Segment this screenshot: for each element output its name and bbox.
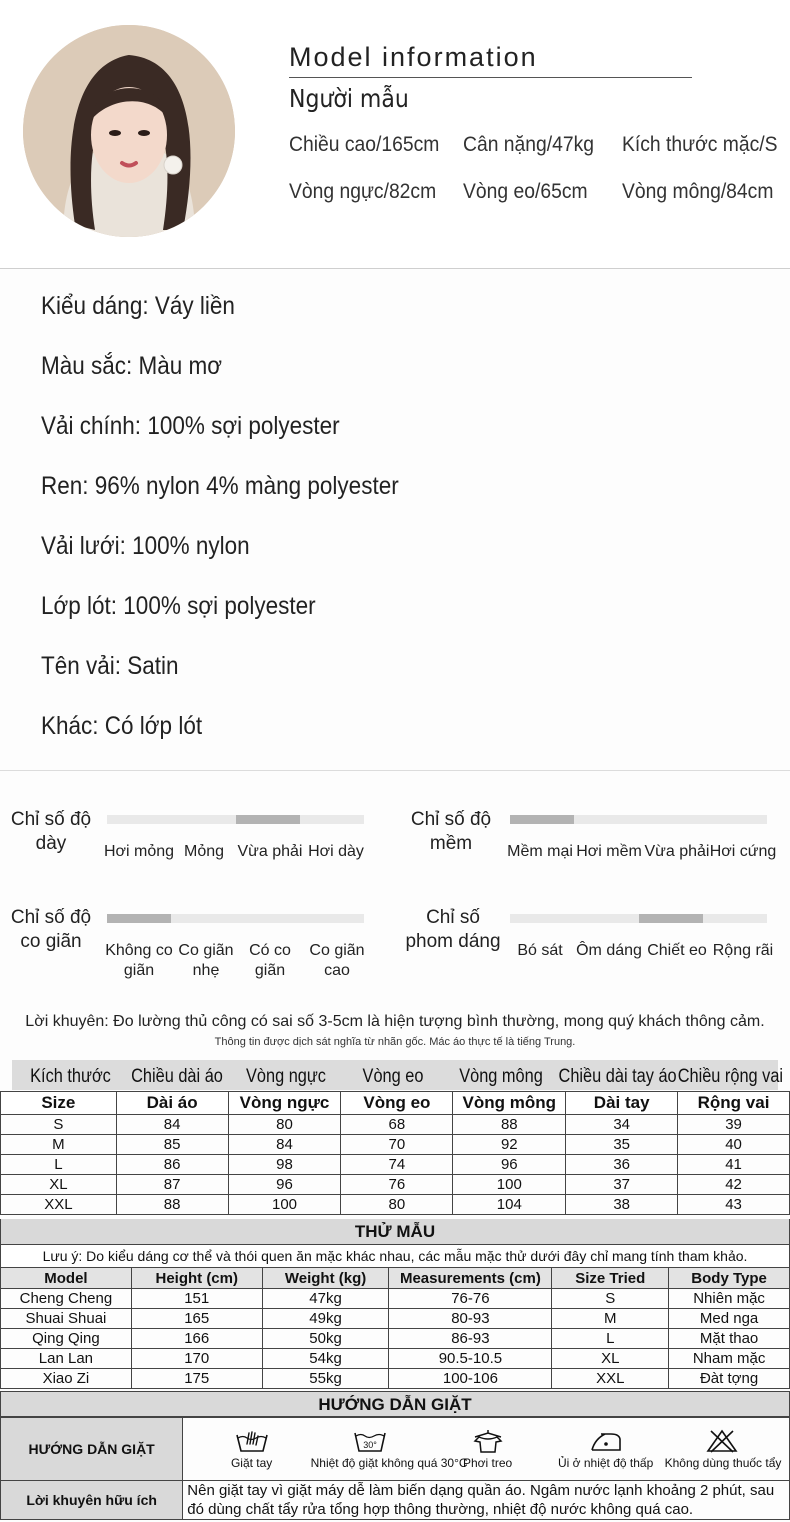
advice-row-label: Lời khuyên hữu ích xyxy=(1,1481,183,1520)
tryon-col-header: Height (cm) xyxy=(131,1268,262,1289)
table-cell: L xyxy=(1,1155,117,1175)
size-header-vi: Chiều dài tay áo xyxy=(558,1066,677,1087)
table-cell: 165 xyxy=(131,1309,262,1329)
table-cell: 38 xyxy=(566,1195,678,1215)
care-label: Không dùng thuốc tẩy xyxy=(664,1455,782,1470)
table-cell: 175 xyxy=(131,1369,262,1389)
table-cell: 47kg xyxy=(262,1289,389,1309)
table-row xyxy=(1,1115,790,1135)
model-info-section xyxy=(0,0,790,269)
wash-icons-row xyxy=(1,1418,790,1481)
material-line-lace: Ren: 96% nylon 4% màng polyester xyxy=(41,472,399,500)
advice-row xyxy=(1,1481,790,1520)
table-cell: 104 xyxy=(453,1195,566,1215)
washing-advice-text: Nên giặt tay vì giặt máy dễ làm biến dạng quần áo. Ngâm nước lạnh khoảng 2 phút, sau đó dùng chất tẩy rửa tổng hợp thông thường, nhiệt độ nước không quá cao. xyxy=(183,1481,790,1520)
table-cell: 54kg xyxy=(262,1349,389,1369)
elasticity-bar-fill xyxy=(107,914,171,923)
thickness-option: Hơi mỏng xyxy=(104,843,175,860)
table-cell: 50kg xyxy=(262,1329,389,1349)
table-cell: 80-93 xyxy=(389,1309,552,1329)
table-cell: 41 xyxy=(678,1155,790,1175)
care-label: Nhiệt độ giặt không quá 30°C xyxy=(310,1455,468,1470)
thickness-bar xyxy=(107,815,364,824)
elasticity-bar xyxy=(107,914,364,923)
fit-bar-fill xyxy=(639,914,703,923)
table-cell: 166 xyxy=(131,1329,262,1349)
model-bust: Vòng ngực/82cm xyxy=(289,180,437,203)
table-cell: 84 xyxy=(228,1135,341,1155)
table-cell: 76-76 xyxy=(389,1289,552,1309)
table-cell: XL xyxy=(552,1349,669,1369)
table-cell: Xiao Zi xyxy=(1,1369,132,1389)
wash-temp-text: 30° xyxy=(362,1439,377,1450)
model-portrait-image xyxy=(23,25,235,237)
size-header-vi: Vòng ngực xyxy=(245,1066,326,1087)
material-line-mesh: Vải lưới: 100% nylon xyxy=(41,532,250,560)
table-cell: XL xyxy=(1,1175,117,1195)
softness-bar-fill xyxy=(510,815,574,824)
tryon-col-header: Weight (kg) xyxy=(262,1268,389,1289)
table-cell: Đàt tợng xyxy=(669,1369,790,1389)
table-cell: 151 xyxy=(131,1289,262,1309)
care-item xyxy=(310,1429,468,1470)
table-cell: 39 xyxy=(678,1115,790,1135)
fit-option: Chiết eo xyxy=(647,942,707,959)
table-cell: 35 xyxy=(566,1135,678,1155)
size-table xyxy=(0,1091,790,1215)
table-cell: M xyxy=(1,1135,117,1155)
table-row xyxy=(1,1309,790,1329)
care-label: Giặt tay xyxy=(230,1455,273,1470)
model-avatar xyxy=(23,25,235,237)
material-line-style: Kiểu dáng: Váy liền xyxy=(41,292,235,320)
fit-option: Rộng rãi xyxy=(712,942,774,959)
table-cell: 37 xyxy=(566,1175,678,1195)
table-cell: L xyxy=(552,1329,669,1349)
size-header-vi: Chiều rộng vai xyxy=(677,1066,784,1087)
table-cell: 55kg xyxy=(262,1369,389,1389)
table-cell: 96 xyxy=(453,1155,566,1175)
model-waist: Vòng eo/65cm xyxy=(463,180,588,203)
softness-option: Hơi cứng xyxy=(709,843,777,860)
care-item xyxy=(665,1429,780,1470)
table-cell: 80 xyxy=(228,1115,341,1135)
tryon-col-header: Model xyxy=(1,1268,132,1289)
thickness-option: Hơi dày xyxy=(308,843,364,860)
size-col-header: Dài áo xyxy=(116,1092,228,1115)
model-size: Kích thước mặc/S xyxy=(622,133,778,156)
size-table-header xyxy=(1,1092,790,1115)
size-header-vi: Chiều dài áo xyxy=(131,1066,223,1087)
material-line-color: Màu sắc: Màu mơ xyxy=(41,352,223,380)
tryon-table xyxy=(0,1267,790,1389)
model-info-divider xyxy=(289,77,692,78)
tryon-title: THỬ MẪU xyxy=(0,1219,790,1245)
hand-wash-icon xyxy=(235,1429,269,1453)
table-cell: 74 xyxy=(341,1155,453,1175)
index-label-elasticity: Chỉ số độ co giãn xyxy=(10,907,92,952)
table-cell: Mặt thao xyxy=(669,1329,790,1349)
material-line-other: Khác: Có lớp lót xyxy=(41,712,203,740)
softness-option: Hơi mềm xyxy=(576,843,642,860)
wash-guide-title: HƯỚNG DẪN GIẶT xyxy=(0,1391,790,1417)
translation-note: Thông tin được dịch sát nghĩa từ nhãn gốc. Mác áo thực tế là tiếng Trung. xyxy=(214,1036,576,1048)
care-label: Ủi ở nhiệt độ thấp xyxy=(557,1455,654,1470)
tryon-col-header: Measurements (cm) xyxy=(389,1268,552,1289)
table-row xyxy=(1,1289,790,1309)
model-info-subtitle: Người mẫu xyxy=(289,84,409,113)
material-line-fabric-name: Tên vải: Satin xyxy=(41,652,179,680)
size-col-header: Vòng ngực xyxy=(228,1092,341,1115)
wash-30-icon xyxy=(353,1429,387,1453)
table-cell: S xyxy=(1,1115,117,1135)
size-header-vi: Vòng mông xyxy=(459,1066,543,1087)
model-weight: Cân nặng/47kg xyxy=(463,133,595,156)
table-cell: 84 xyxy=(116,1115,228,1135)
care-item xyxy=(429,1429,547,1470)
tryon-table-header xyxy=(1,1268,790,1289)
model-hips: Vòng mông/84cm xyxy=(622,180,774,203)
softness-option: Vừa phải xyxy=(644,843,710,860)
material-section xyxy=(0,270,790,771)
table-cell: Cheng Cheng xyxy=(1,1289,132,1309)
table-row xyxy=(1,1329,790,1349)
care-label: Phơi treo xyxy=(463,1455,513,1470)
elasticity-option: Co giãn cao xyxy=(309,942,365,979)
tryon-col-header: Body Type xyxy=(669,1268,790,1289)
size-header-vi: Vòng eo xyxy=(362,1066,424,1087)
index-label-thickness: Chỉ số độ dày xyxy=(10,809,92,854)
table-cell: 76 xyxy=(341,1175,453,1195)
table-cell: 90.5-10.5 xyxy=(389,1349,552,1369)
table-cell: 80 xyxy=(341,1195,453,1215)
table-row xyxy=(1,1155,790,1175)
table-cell: 92 xyxy=(453,1135,566,1155)
table-row xyxy=(1,1135,790,1155)
thickness-bar-fill xyxy=(236,815,300,824)
table-cell: 100 xyxy=(453,1175,566,1195)
table-cell: 40 xyxy=(678,1135,790,1155)
table-cell: 68 xyxy=(341,1115,453,1135)
care-icons-cell xyxy=(183,1418,790,1481)
fit-option: Bó sát xyxy=(517,942,563,959)
table-cell: 96 xyxy=(228,1175,341,1195)
measurement-advice: Lời khuyên: Đo lường thủ công có sai số 3-5cm là hiện tượng bình thường, mong quý khách thông cảm. xyxy=(25,1013,765,1030)
elasticity-option: Co giãn nhẹ xyxy=(178,942,234,979)
table-cell: 85 xyxy=(116,1135,228,1155)
table-cell: 170 xyxy=(131,1349,262,1369)
care-item xyxy=(547,1429,665,1470)
softness-bar xyxy=(510,815,767,824)
table-cell: 98 xyxy=(228,1155,341,1175)
table-row xyxy=(1,1349,790,1369)
table-cell: 88 xyxy=(453,1115,566,1135)
elasticity-option: Có co giãn xyxy=(249,942,291,979)
table-cell: 86-93 xyxy=(389,1329,552,1349)
table-cell: 100 xyxy=(228,1195,341,1215)
model-height: Chiều cao/165cm xyxy=(289,133,440,156)
table-cell: XXL xyxy=(552,1369,669,1389)
thickness-option: Vừa phải xyxy=(237,843,303,860)
table-cell: 34 xyxy=(566,1115,678,1135)
size-col-header: Rộng vai xyxy=(678,1092,790,1115)
care-item xyxy=(193,1429,311,1470)
softness-option: Mềm mại xyxy=(507,843,573,860)
table-cell: 43 xyxy=(678,1195,790,1215)
table-cell: 88 xyxy=(116,1195,228,1215)
table-cell: 100-106 xyxy=(389,1369,552,1389)
material-line-main-fabric: Vải chính: 100% sợi polyester xyxy=(41,412,340,440)
table-cell: 70 xyxy=(341,1135,453,1155)
wash-table xyxy=(0,1417,790,1520)
size-header-vi: Kích thước xyxy=(30,1066,111,1087)
hang-dry-icon xyxy=(471,1429,505,1453)
table-cell: Shuai Shuai xyxy=(1,1309,132,1329)
thickness-option: Mỏng xyxy=(183,843,225,860)
index-label-fit: Chỉ số phom dáng xyxy=(405,907,501,952)
size-col-header: Vòng mông xyxy=(453,1092,566,1115)
table-cell: 49kg xyxy=(262,1309,389,1329)
material-line-lining: Lớp lót: 100% sợi polyester xyxy=(41,592,316,620)
fit-bar xyxy=(510,914,767,923)
table-cell: Nham mặc xyxy=(669,1349,790,1369)
wash-row-label: HƯỚNG DẪN GIẶT xyxy=(1,1418,183,1481)
size-col-header: Dài tay xyxy=(566,1092,678,1115)
size-col-header: Vòng eo xyxy=(341,1092,453,1115)
table-cell: 86 xyxy=(116,1155,228,1175)
elasticity-option: Không co giãn xyxy=(105,942,173,979)
table-row xyxy=(1,1195,790,1215)
table-cell: Lan Lan xyxy=(1,1349,132,1369)
table-cell: 87 xyxy=(116,1175,228,1195)
model-info-title: Model information xyxy=(289,42,538,72)
size-col-header: Size xyxy=(1,1092,117,1115)
table-cell: Med nga xyxy=(669,1309,790,1329)
tryon-note: Lưu ý: Do kiểu dáng cơ thể và thói quen ăn mặc khác nhau, các mẫu mặc thử dưới đây chỉ mang tính tham khảo. xyxy=(0,1245,790,1267)
fit-option: Ôm dáng xyxy=(576,942,642,959)
no-bleach-icon xyxy=(705,1429,739,1453)
table-cell: Nhiên mặc xyxy=(669,1289,790,1309)
iron-low-icon xyxy=(589,1429,623,1453)
table-cell: Qing Qing xyxy=(1,1329,132,1349)
table-cell: S xyxy=(552,1289,669,1309)
index-label-softness: Chỉ số độ mềm xyxy=(410,809,492,854)
table-cell: XXL xyxy=(1,1195,117,1215)
table-row xyxy=(1,1175,790,1195)
table-cell: 36 xyxy=(566,1155,678,1175)
table-row xyxy=(1,1369,790,1389)
table-cell: M xyxy=(552,1309,669,1329)
tryon-col-header: Size Tried xyxy=(552,1268,669,1289)
table-cell: 42 xyxy=(678,1175,790,1195)
